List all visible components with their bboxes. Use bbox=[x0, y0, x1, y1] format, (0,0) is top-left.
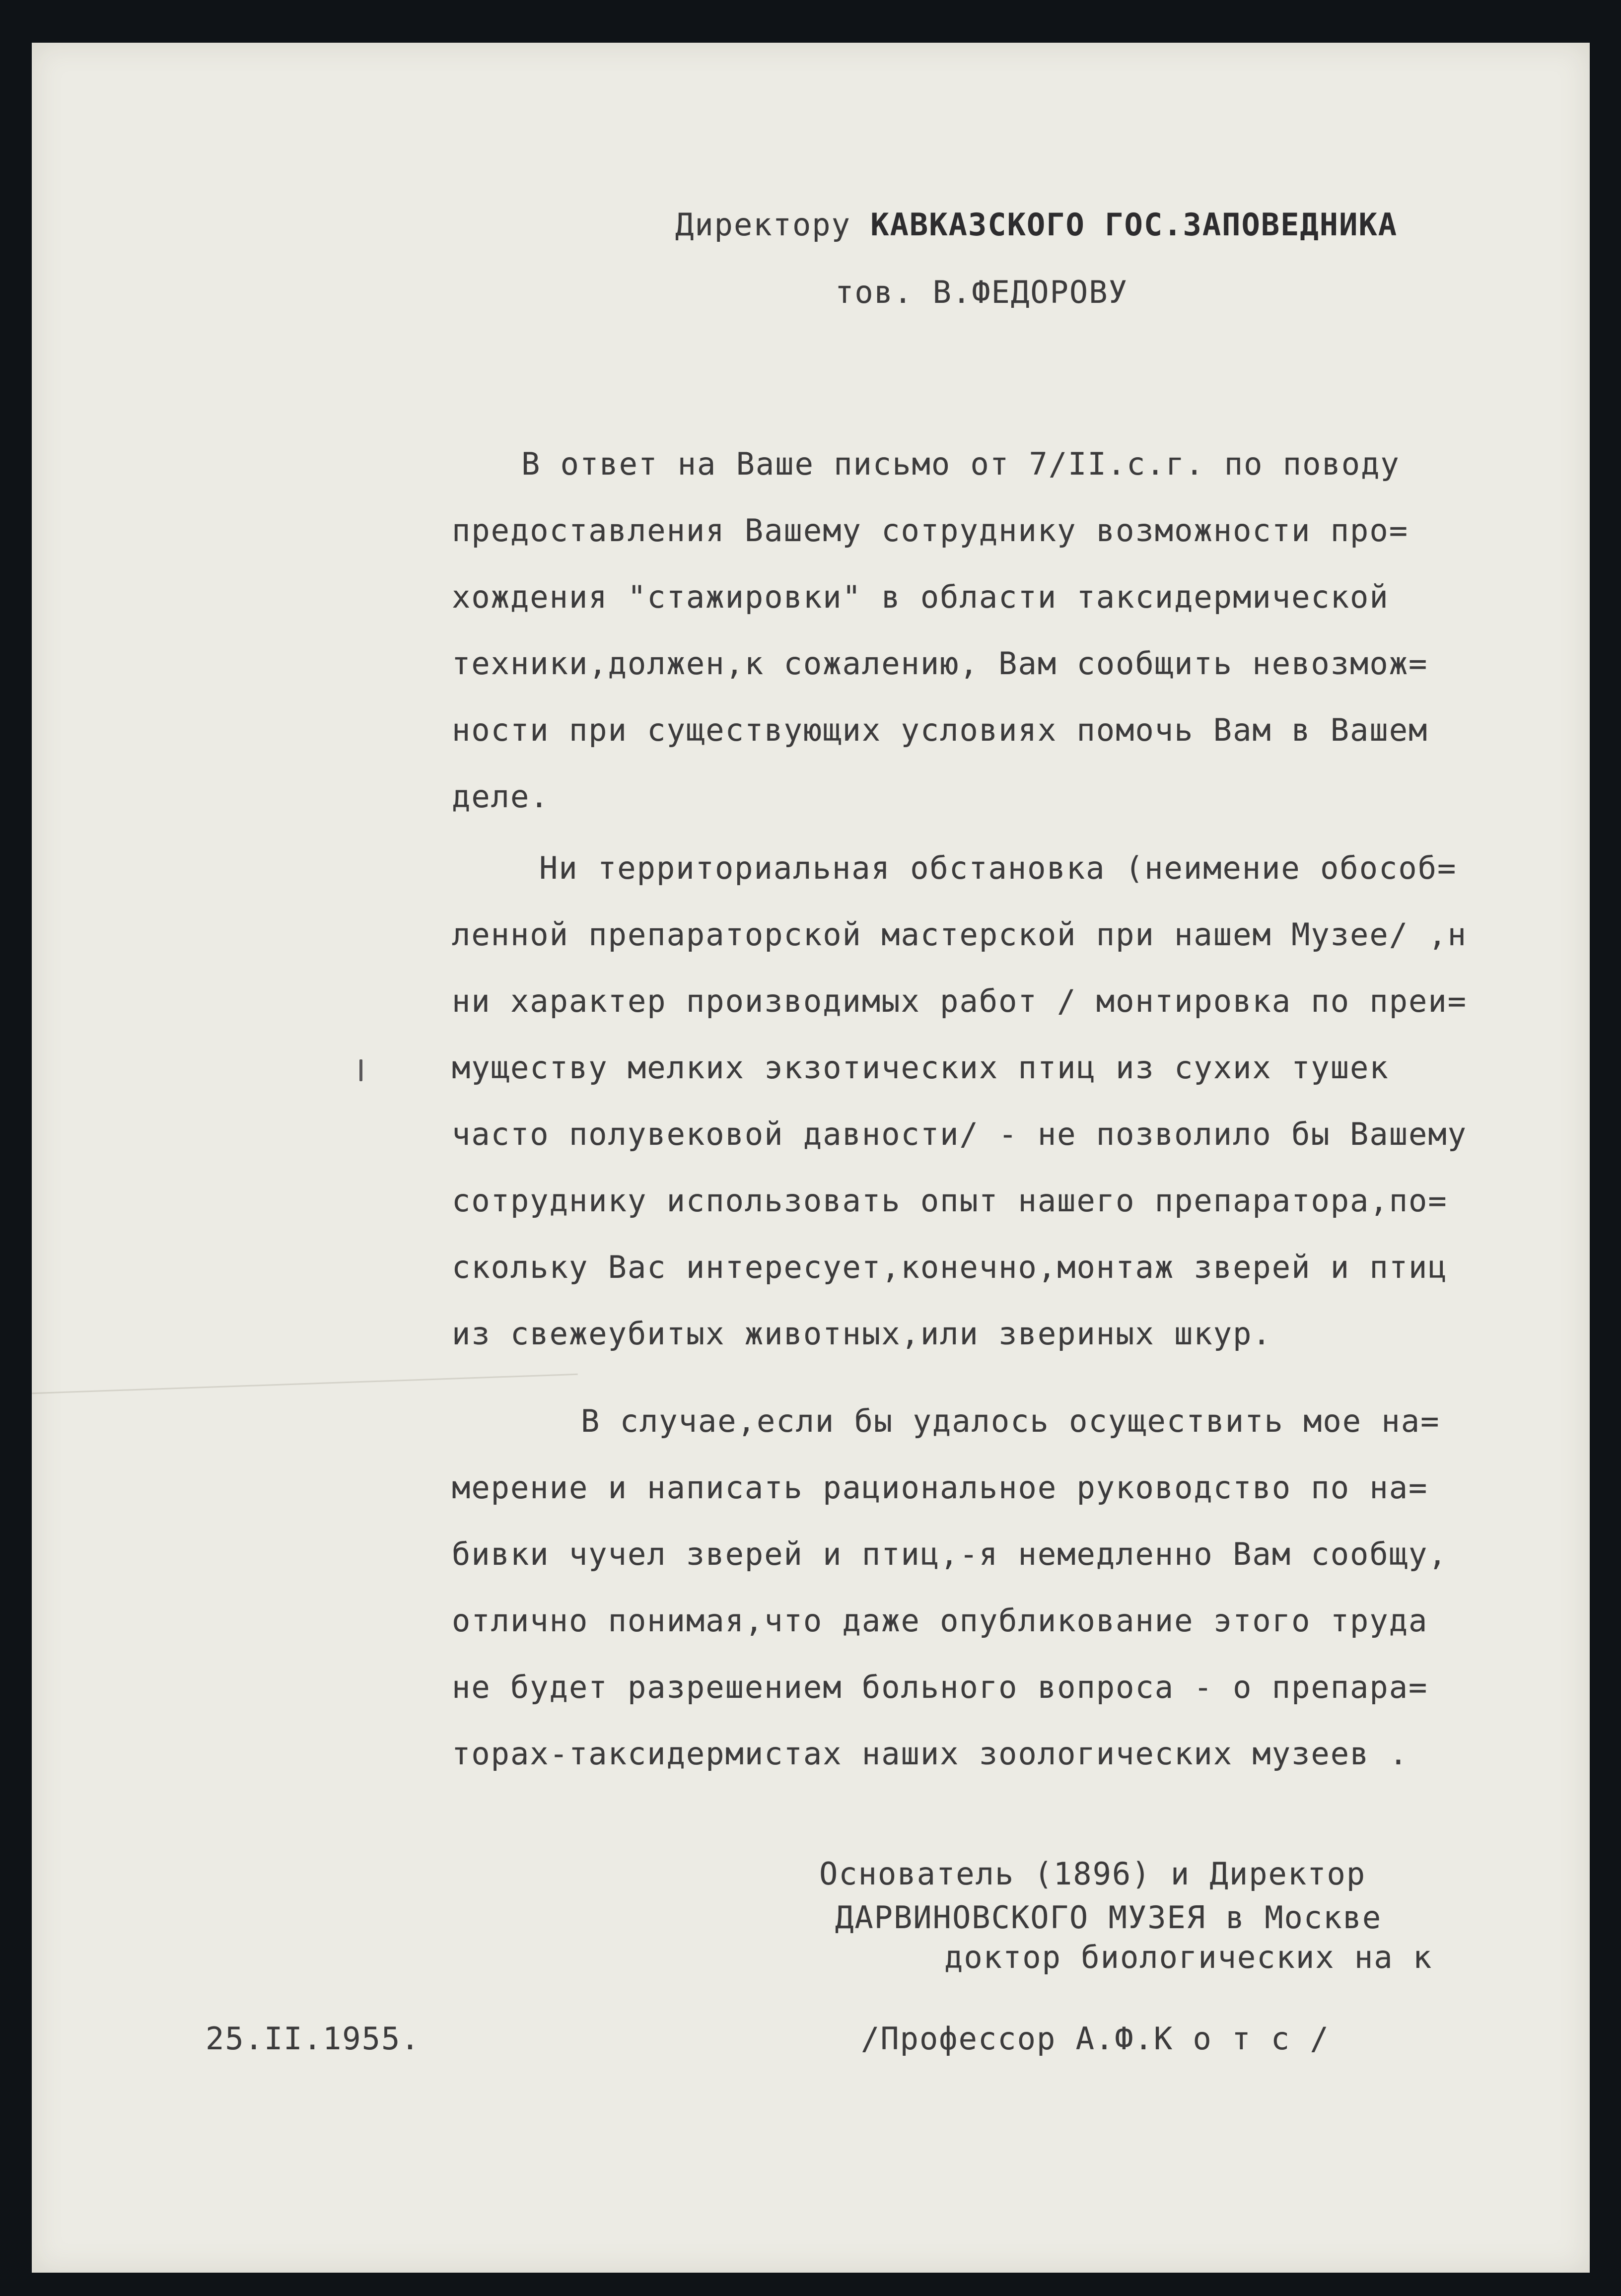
signature-title-line-3: доктор биологических на к bbox=[944, 1939, 1433, 1975]
body-line: ленной препараторской мастерской при нашем Музее/ ,н bbox=[452, 916, 1468, 953]
document-page bbox=[32, 43, 1590, 2273]
addressee-organization: КАВКАЗСКОГО ГОС.ЗАПОВЕДНИКА bbox=[870, 207, 1398, 243]
paper-speck bbox=[359, 1059, 362, 1081]
body-line: часто полувековой давности/ - не позволило бы Вашему bbox=[452, 1116, 1468, 1152]
body-line: мерение и написать рациональное руководство по на= bbox=[452, 1469, 1428, 1506]
body-line: сотруднику использовать опыт нашего препаратора,по= bbox=[452, 1183, 1448, 1219]
body-line: ни характер производимых работ / монтировка по преи= bbox=[452, 983, 1468, 1019]
body-line: скольку Вас интересует,конечно,монтаж зверей и птиц bbox=[452, 1249, 1448, 1285]
body-line: отлично понимая,что даже опубликование этого труда bbox=[452, 1602, 1428, 1639]
body-line: техники,должен,к сожалению, Вам сообщить невозмож= bbox=[452, 645, 1428, 682]
signatory-name: /Профессор А.Ф.К о т с / bbox=[861, 2020, 1330, 2057]
body-line: предоставления Вашему сотруднику возможности про= bbox=[452, 512, 1409, 549]
body-line: ности при существующих условиях помочь Вам в Вашем bbox=[452, 712, 1428, 748]
document-date: 25.II.1955. bbox=[206, 2020, 421, 2057]
body-line: хождения "стажировки" в области таксидермической bbox=[452, 579, 1389, 615]
body-line: В случае,если бы удалось осуществить мое на= bbox=[581, 1403, 1440, 1439]
body-line: торах-таксидермистах наших зоологических музеев . bbox=[452, 1736, 1409, 1772]
addressee-title: Директору bbox=[675, 207, 851, 243]
paper-fold-mark bbox=[32, 1374, 577, 1394]
body-line: не будет разрешением больного вопроса - о препара= bbox=[452, 1669, 1428, 1705]
addressee-line-2: тов. В.ФЕДОРОВУ bbox=[835, 274, 1128, 310]
body-line: бивки чучел зверей и птиц,-я немедленно Вам сообщу, bbox=[452, 1536, 1448, 1572]
addressee-line-1 bbox=[675, 207, 1398, 243]
body-line: В ответ на Ваше письмо от 7/II.с.г. по поводу bbox=[521, 446, 1400, 482]
body-line: муществу мелких экзотических птиц из сухих тушек bbox=[452, 1049, 1389, 1086]
signature-title-line-2: ДАРВИНОВСКОГО МУЗЕЯ в Москве bbox=[835, 1899, 1382, 1936]
signature-title-line-1: Основатель (1896) и Директор bbox=[819, 1856, 1366, 1892]
body-line: Ни территориальная обстановка (неимение обособ= bbox=[539, 850, 1457, 886]
body-line: из свежеубитых животных,или звериных шкур. bbox=[452, 1316, 1272, 1352]
body-line: деле. bbox=[452, 778, 550, 815]
